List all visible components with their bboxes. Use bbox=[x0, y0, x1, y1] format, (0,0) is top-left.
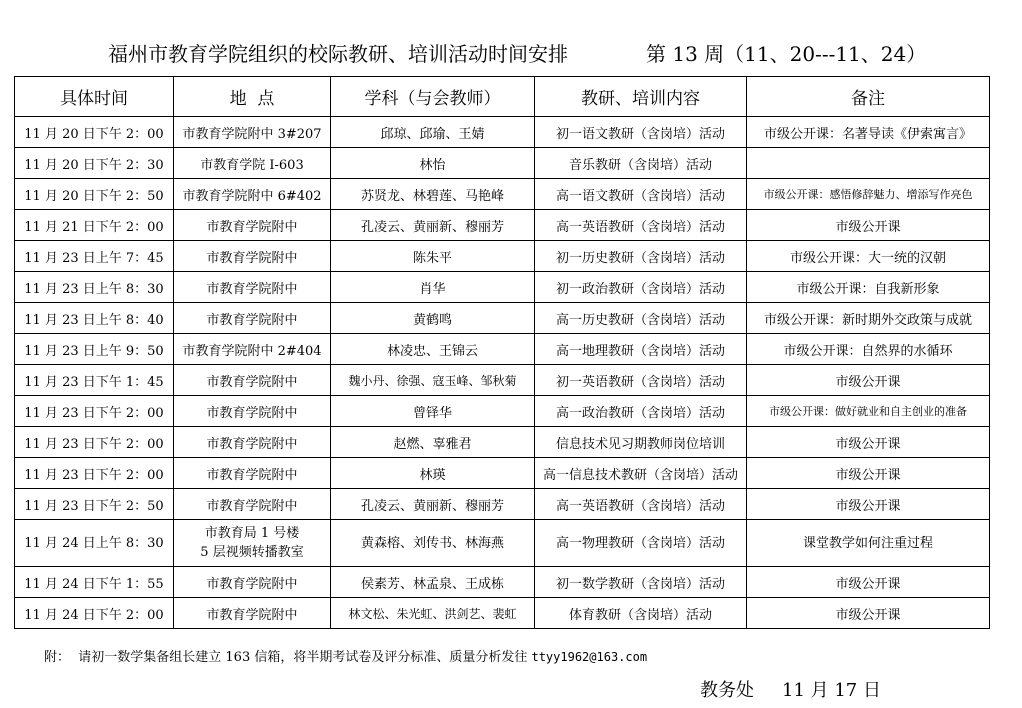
place-line: 市教育学院附中 bbox=[206, 374, 298, 390]
cell-note: 市级公开课 bbox=[747, 489, 990, 520]
cell-content: 初一历史教研（含岗培）活动 bbox=[535, 241, 747, 272]
place-line: 市教育学院附中 bbox=[206, 405, 298, 421]
cell-teachers: 肖华 bbox=[331, 272, 535, 303]
cell-place bbox=[174, 598, 331, 629]
signoff bbox=[700, 676, 881, 702]
cell-place bbox=[174, 334, 331, 365]
table-row bbox=[15, 210, 990, 241]
cell-teachers: 陈朱平 bbox=[331, 241, 535, 272]
cell-note: 市级公开课 bbox=[747, 210, 990, 241]
table-row bbox=[15, 241, 990, 272]
place-line: 市教育学院 I-603 bbox=[200, 157, 304, 173]
table-row bbox=[15, 567, 990, 598]
cell-note bbox=[747, 148, 990, 179]
document-title: 福州市教育学院组织的校际教研、培训活动时间安排 bbox=[108, 42, 568, 66]
cell-note: 市级公开课 bbox=[747, 458, 990, 489]
place-line: 市教育学院附中 bbox=[206, 436, 298, 452]
place-line: 市教育局 1 号楼 bbox=[204, 526, 300, 541]
table-row bbox=[15, 598, 990, 629]
place-line: 市教育学院附中 bbox=[206, 312, 298, 328]
cell-time: 11 月 23 日下午 2：00 bbox=[15, 458, 174, 489]
cell-content: 音乐教研（含岗培）活动 bbox=[535, 148, 747, 179]
cell-teachers: 林怡 bbox=[331, 148, 535, 179]
cell-time: 11 月 24 日下午 2：00 bbox=[15, 598, 174, 629]
cell-place bbox=[174, 520, 331, 567]
cell-teachers: 苏贤龙、林碧莲、马艳峰 bbox=[331, 179, 535, 210]
cell-note: 市级公开课：自我新形象 bbox=[747, 272, 990, 303]
place-line: 市教育学院附中 bbox=[206, 498, 298, 514]
cell-content: 高一英语教研（含岗培）活动 bbox=[535, 210, 747, 241]
table-row bbox=[15, 427, 990, 458]
cell-content: 初一语文教研（含岗培）活动 bbox=[535, 117, 747, 148]
place-line: 市教育学院附中 2#404 bbox=[182, 343, 322, 359]
cell-teachers: 林瑛 bbox=[331, 458, 535, 489]
cell-place bbox=[174, 148, 331, 179]
place-line: 市教育学院附中 bbox=[206, 576, 298, 592]
cell-note: 市级公开课 bbox=[747, 365, 990, 396]
table-row bbox=[15, 303, 990, 334]
cell-note: 市级公开课：大一统的汉朝 bbox=[747, 241, 990, 272]
cell-note: 市级公开课：新时期外交政策与成就 bbox=[747, 303, 990, 334]
cell-content: 高一信息技术教研（含岗培）活动 bbox=[535, 458, 747, 489]
cell-time: 11 月 23 日下午 2：50 bbox=[15, 489, 174, 520]
table-row bbox=[15, 520, 990, 567]
table-row bbox=[15, 117, 990, 148]
cell-place bbox=[174, 303, 331, 334]
cell-time: 11 月 20 日下午 2：30 bbox=[15, 148, 174, 179]
footnote-email: ttyy1962@163.com bbox=[531, 650, 648, 664]
cell-time: 11 月 23 日下午 1：45 bbox=[15, 365, 174, 396]
cell-content: 高一政治教研（含岗培）活动 bbox=[535, 396, 747, 427]
schedule-table bbox=[14, 76, 990, 629]
cell-place bbox=[174, 117, 331, 148]
cell-content: 高一物理教研（含岗培）活动 bbox=[535, 520, 747, 567]
cell-content: 信息技术见习期教师岗位培训 bbox=[535, 427, 747, 458]
cell-teachers: 孔凌云、黄丽新、穆丽芳 bbox=[331, 210, 535, 241]
cell-teachers: 林凌忠、王锦云 bbox=[331, 334, 535, 365]
cell-teachers: 魏小丹、徐强、寇玉峰、邹秋菊 bbox=[331, 365, 535, 396]
footnote bbox=[44, 646, 647, 665]
place-line: 市教育学院附中 bbox=[206, 467, 298, 483]
cell-content: 高一语文教研（含岗培）活动 bbox=[535, 179, 747, 210]
cell-teachers: 孔凌云、黄丽新、穆丽芳 bbox=[331, 489, 535, 520]
cell-content: 初一政治教研（含岗培）活动 bbox=[535, 272, 747, 303]
cell-time: 11 月 23 日上午 7：45 bbox=[15, 241, 174, 272]
cell-time: 11 月 23 日上午 9：50 bbox=[15, 334, 174, 365]
cell-note: 市级公开课：感悟修辞魅力、增添写作亮色 bbox=[747, 179, 990, 210]
cell-teachers: 黄森榕、刘传书、林海燕 bbox=[331, 520, 535, 567]
cell-teachers: 林文松、朱光虹、洪剑艺、裴虹 bbox=[331, 598, 535, 629]
cell-place bbox=[174, 365, 331, 396]
cell-time: 11 月 24 日下午 1：55 bbox=[15, 567, 174, 598]
table-row bbox=[15, 489, 990, 520]
table-row bbox=[15, 334, 990, 365]
cell-teachers: 赵燃、辜雅君 bbox=[331, 427, 535, 458]
cell-content: 高一历史教研（含岗培）活动 bbox=[535, 303, 747, 334]
table-row bbox=[15, 179, 990, 210]
cell-note: 市级公开课 bbox=[747, 427, 990, 458]
table-row bbox=[15, 396, 990, 427]
cell-place bbox=[174, 210, 331, 241]
cell-time: 11 月 21 日下午 2：00 bbox=[15, 210, 174, 241]
cell-teachers: 侯素芳、林孟泉、王成栋 bbox=[331, 567, 535, 598]
table-row bbox=[15, 458, 990, 489]
table-row bbox=[15, 148, 990, 179]
cell-note: 市级公开课：做好就业和自主创业的准备 bbox=[747, 396, 990, 427]
place-line: 市教育学院附中 6#402 bbox=[182, 188, 322, 204]
cell-place bbox=[174, 458, 331, 489]
table-row bbox=[15, 365, 990, 396]
cell-content: 高一地理教研（含岗培）活动 bbox=[535, 334, 747, 365]
place-line: 5 层视频转播教室 bbox=[200, 545, 304, 560]
place-line: 市教育学院附中 bbox=[206, 250, 298, 266]
cell-place bbox=[174, 427, 331, 458]
cell-content: 初一数学教研（含岗培）活动 bbox=[535, 567, 747, 598]
header-notes: 备注 bbox=[747, 77, 990, 117]
header-subject-teachers: 学科（与会教师） bbox=[331, 77, 535, 117]
header-time: 具体时间 bbox=[15, 77, 174, 117]
cell-time: 11 月 24 日上午 8：30 bbox=[15, 520, 174, 567]
cell-place bbox=[174, 241, 331, 272]
header-row bbox=[15, 77, 990, 117]
cell-time: 11 月 23 日上午 8：40 bbox=[15, 303, 174, 334]
cell-content: 初一英语教研（含岗培）活动 bbox=[535, 365, 747, 396]
cell-place bbox=[174, 489, 331, 520]
place-line: 市教育学院附中 bbox=[206, 607, 298, 623]
cell-note: 课堂教学如何注重过程 bbox=[747, 520, 990, 567]
cell-teachers: 曾铎华 bbox=[331, 396, 535, 427]
signoff-date: 11 月 17 日 bbox=[782, 680, 881, 701]
cell-time: 11 月 23 日上午 8：30 bbox=[15, 272, 174, 303]
cell-teachers: 黄鹤鸣 bbox=[331, 303, 535, 334]
place-line: 市教育学院附中 bbox=[206, 219, 298, 235]
header-place: 地 点 bbox=[174, 77, 331, 117]
header-content: 教研、培训内容 bbox=[535, 77, 747, 117]
table-row bbox=[15, 272, 990, 303]
cell-note: 市级公开课：名著导读《伊索寓言》 bbox=[747, 117, 990, 148]
cell-place bbox=[174, 396, 331, 427]
cell-place bbox=[174, 272, 331, 303]
place-line: 市教育学院附中 bbox=[206, 281, 298, 297]
cell-place bbox=[174, 567, 331, 598]
cell-time: 11 月 23 日下午 2：00 bbox=[15, 427, 174, 458]
footnote-text: 附： 请初一数学集备组长建立 163 信箱，将半期考试卷及评分标准、质量分析发往 bbox=[44, 650, 532, 665]
cell-note: 市级公开课 bbox=[747, 598, 990, 629]
signoff-office: 教务处 bbox=[700, 680, 754, 701]
cell-time: 11 月 20 日下午 2：00 bbox=[15, 117, 174, 148]
cell-teachers: 邱琼、邱瑜、王婧 bbox=[331, 117, 535, 148]
place-line: 市教育学院附中 3#207 bbox=[182, 126, 322, 142]
cell-time: 11 月 23 日下午 2：00 bbox=[15, 396, 174, 427]
cell-note: 市级公开课：自然界的水循环 bbox=[747, 334, 990, 365]
cell-time: 11 月 20 日下午 2：50 bbox=[15, 179, 174, 210]
week-range: 第 13 周（11、20---11、24） bbox=[646, 42, 927, 66]
cell-place bbox=[174, 179, 331, 210]
cell-content: 高一英语教研（含岗培）活动 bbox=[535, 489, 747, 520]
cell-note: 市级公开课 bbox=[747, 567, 990, 598]
cell-content: 体育教研（含岗培）活动 bbox=[535, 598, 747, 629]
